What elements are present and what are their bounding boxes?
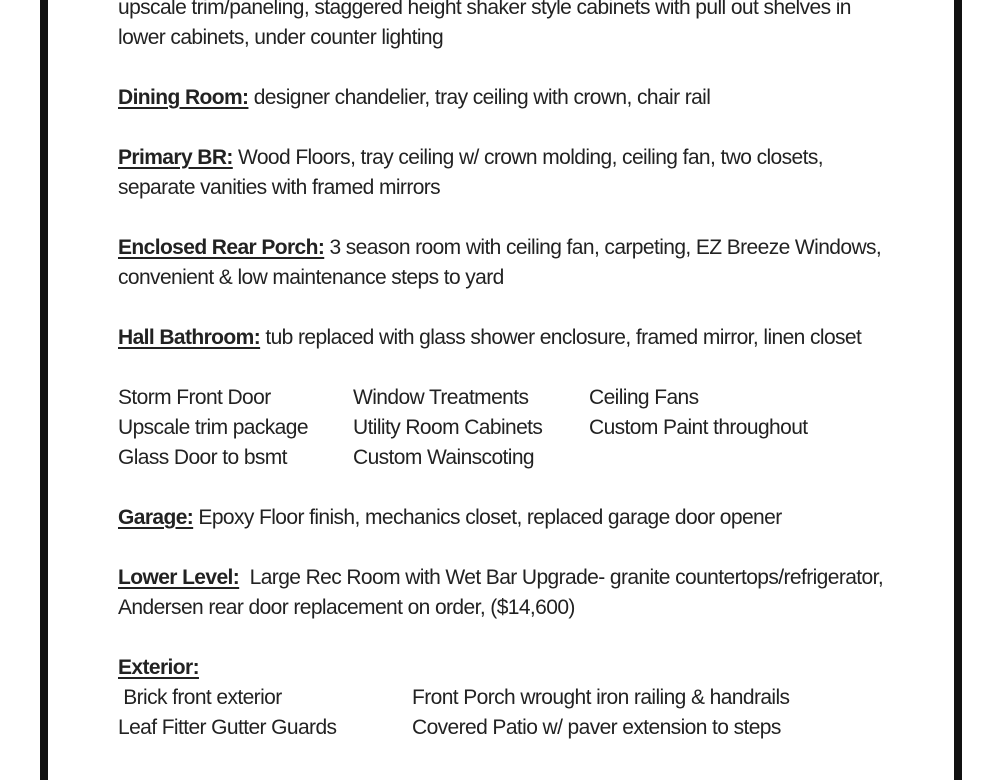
dining-room-label: Dining Room: [118,86,249,109]
exterior-label: Exterior: [118,656,199,679]
hall-bath-text: tub replaced with glass shower enclosure, framed mirror, linen closet [260,326,862,349]
feature-item: Custom Paint throughout [589,416,808,439]
feature-item: Utility Room Cabinets [353,416,543,439]
features-col-2 [353,383,542,473]
feature-item: Ceiling Fans [589,386,699,409]
primary-br-label: Primary BR: [118,146,233,169]
exterior-item: Brick front exterior [118,686,282,709]
exterior-col-right [412,683,789,743]
feature-item: Upscale trim package [118,416,308,439]
exterior-item: Front Porch wrought iron railing & handrails [412,686,790,709]
primary-br-text-1: Wood Floors, tray ceiling w/ crown molding, ceiling fan, two closets, [232,146,823,169]
feature-item: Storm Front Door [118,386,271,409]
porch-text-1: 3 season room with ceiling fan, carpeting, EZ Breeze Windows, [324,236,882,259]
feature-item: Custom Wainscoting [353,446,534,469]
lower-level-label: Lower Level: [118,566,240,589]
lower-level-text-1: Large Rec Room with Wet Bar Upgrade- granite countertops/refrigerator, [239,566,884,589]
porch-section [118,233,881,263]
intro-line-2: lower cabinets, under counter lighting [118,26,444,49]
exterior-item: Covered Patio w/ paver extension to steps [412,716,781,739]
porch-text-2: convenient & low maintenance steps to yard [118,266,504,289]
primary-br-section [118,143,823,173]
primary-br-text-2: separate vanities with framed mirrors [118,176,441,199]
garage-section [118,503,782,533]
feature-item: Glass Door to bsmt [118,446,287,469]
dining-room-text: designer chandelier, tray ceiling with crown, chair rail [248,86,711,109]
lower-level-section [118,563,883,593]
exterior-item: Leaf Fitter Gutter Guards [118,716,337,739]
dining-room-section [118,83,710,113]
porch-label: Enclosed Rear Porch: [118,236,325,259]
hall-bath-section [118,323,861,353]
exterior-section [118,653,199,683]
garage-label: Garage: [118,506,194,529]
features-col-3 [589,383,808,443]
features-col-1 [118,383,308,473]
lower-level-text-2: Andersen rear door replacement on order, ($14,600) [118,596,575,619]
garage-text: Epoxy Floor finish, mechanics closet, replaced garage door opener [193,506,782,529]
feature-item: Window Treatments [353,386,529,409]
hall-bath-label: Hall Bathroom: [118,326,261,349]
exterior-col-left [118,683,336,743]
intro-line-1: upscale trim/paneling, staggered height shaker style cabinets with pull out shelves in [118,0,851,19]
